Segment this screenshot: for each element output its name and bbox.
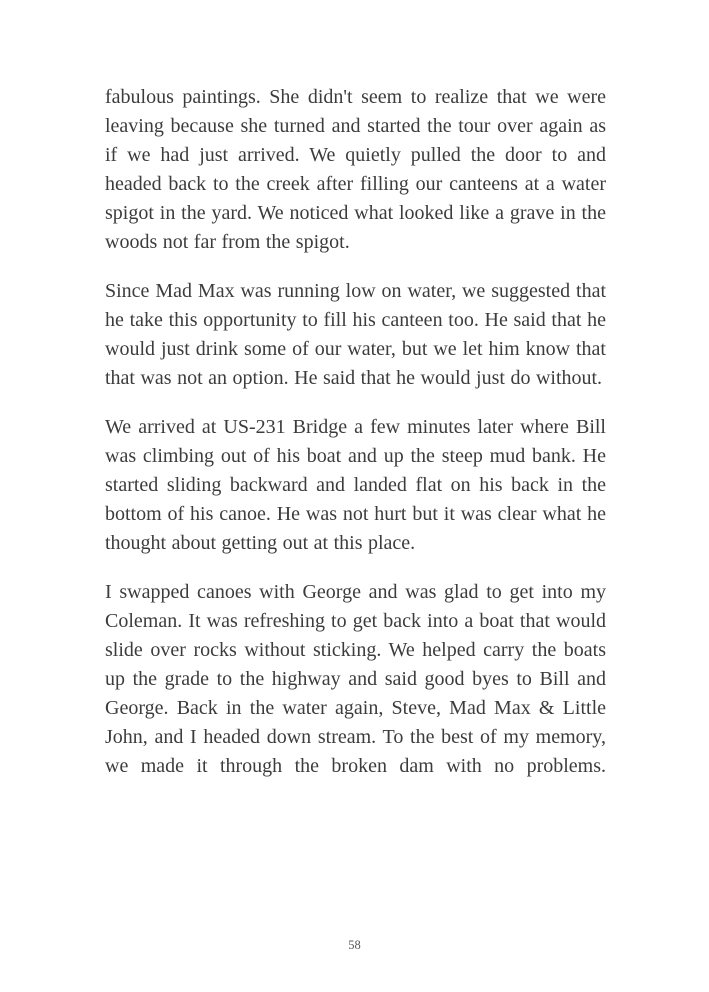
page-body-text (105, 83, 606, 781)
paragraph-3: We arrived at US-231 Bridge a few minutes later where Bill was climbing out of his boat and up the steep mud bank. He started sliding backward and landed flat on his back in the bottom of his canoe. He was not hurt but it was clear what he thought about getting out at this place. (105, 416, 606, 554)
page-number: 58 (348, 938, 361, 952)
paragraph-1: fabulous paintings. She didn't seem to realize that we were leaving because she turned and started the tour over again as if we had just arrived. We quietly pulled the door to and headed back to the creek after filling our canteens at a water spigot in the yard. We noticed what looked like a grave in the woods not far from the spigot. (105, 86, 606, 253)
paragraph-4: I swapped canoes with George and was glad to get into my Coleman. It was refreshing to get back into a boat that would slide over rocks without sticking. We helped carry the boats up the grade to the highway and said good byes to Bill and George. Back in the water again, Steve, Mad Max & Little John, and I headed down stream. To the best of my memory, we made it through the broken dam with no problems. (105, 581, 606, 777)
paragraph-2: Since Mad Max was running low on water, we suggested that he take this opportunity to fill his canteen too. He said that he would just drink some of our water, but we let him know that that was not an option. He said that he would just do without. (105, 280, 606, 389)
